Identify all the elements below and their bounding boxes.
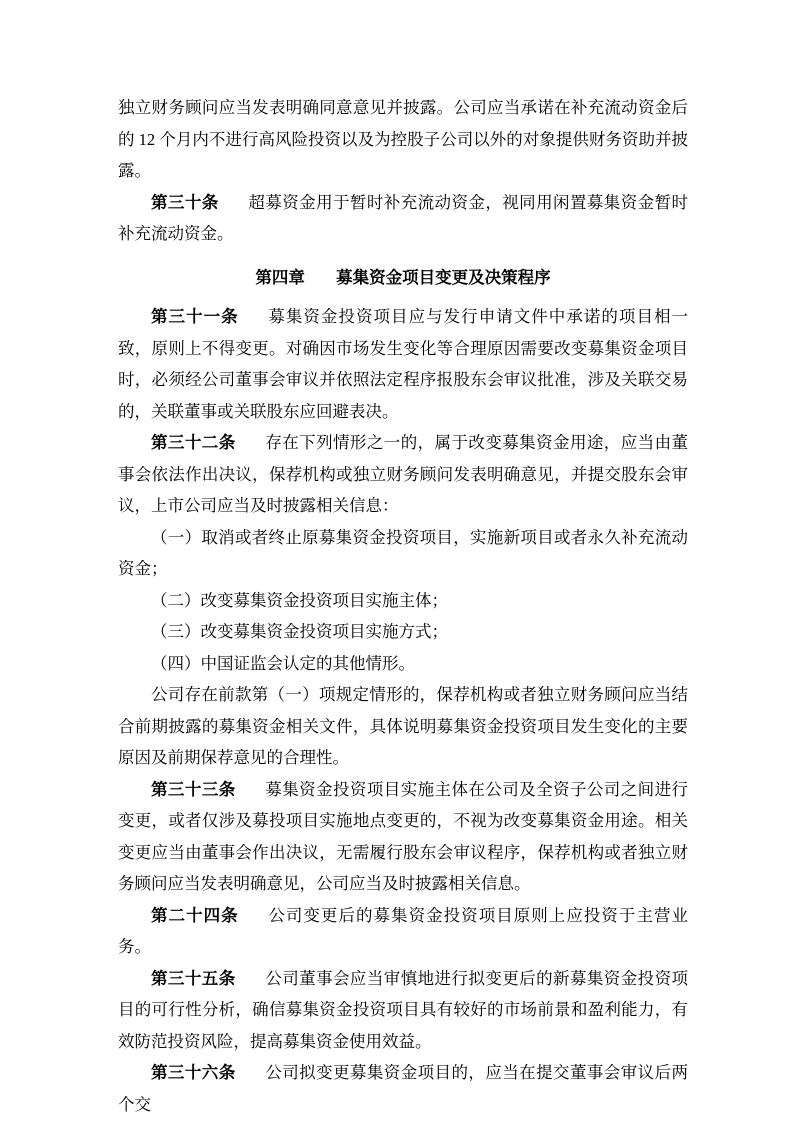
paragraph-article-35: [118, 963, 688, 1058]
article-36-text: 公司拟变更募集资金项目的，应当在提交董事会审议后两个交: [118, 1063, 689, 1114]
article-31-number: 第三十一条: [151, 307, 239, 326]
article-35-number: 第三十五条: [151, 968, 236, 988]
article-30-text: 超募资金用于暂时补充流动资金，视同用闲置募集资金暂时补充流动资金。: [118, 192, 689, 243]
paragraph-article-32-closing: 公司存在前款第（一）项规定情形的，保荐机构或者独立财务顾问应当结合前期披露的募集资金相关文件，具体说明募集资金投资项目发生变化的主要原因及前期保荐意见的合理性。: [118, 685, 688, 767]
chapter-4-title: 募集资金项目变更及决策程序: [336, 267, 551, 287]
article-33-text: 募集资金投资项目实施主体在公司及全资子公司之间进行变更，或者仅涉及募投项目实施地点变更的，不视为改变募集资金用途。相关变更应当由董事会作出决议，无需履行股东会审议程序，保荐机构或者独立财务顾问应当发表明确意见，公司应当及时披露相关信息。: [118, 779, 689, 893]
paragraph-article-31: [118, 301, 688, 427]
paragraph-continuation: 独立财务顾问应当发表明确同意意见并披露。公司应当承诺在补充流动资金后的 12 个月内不进行高风险投资以及为控股子公司以外的对象提供财务资助并披露。: [118, 98, 688, 180]
article-24-number: 第二十四条: [151, 905, 239, 925]
chapter-4-heading: [118, 262, 688, 294]
article-35-text: 公司董事会应当审慎地进行拟变更后的新募集资金投资项目的可行性分析，确信募集资金投资项目具有较好的市场前景和盈利能力，有效防范投资风险，提高募集资金使用效益。: [118, 968, 689, 1051]
article-31-text: 募集资金投资项目应与发行申请文件中承诺的项目相一致，原则上不得变更。对确因市场发生变化等合理原因需要改变募集资金项目时，必须经公司董事会审议并依照法定程序报股东会审议批准，涉及关联交易的，关联董事或关联股东应回避表决。: [118, 307, 689, 421]
paragraph-article-33: [118, 774, 688, 900]
article-32-text: 存在下列情形之一的，属于改变募集资金用途，应当由董事会依法作出决议，保荐机构或独立财务顾问发表明确意见，并提交股东会审议，上市公司应当及时披露相关信息：: [118, 433, 689, 515]
article-36-number: 第三十六条: [151, 1063, 236, 1082]
article-24-text: 公司变更后的募集资金投资项目原则上应投资于主营业务。: [118, 905, 689, 956]
paragraph-article-30: [118, 187, 688, 250]
paragraph-article-32-item-2: （二）改变募集资金投资项目实施主体；: [151, 590, 448, 610]
article-30-number: 第三十条: [151, 192, 219, 212]
article-33-number: 第三十三条: [151, 779, 236, 799]
paragraph-article-32: [118, 427, 688, 522]
article-32-number: 第三十二条: [151, 433, 236, 452]
chapter-4-number: 第四章: [255, 267, 305, 287]
paragraph-article-36: [118, 1057, 688, 1120]
paragraph-article-32-item-3: （三）改变募集资金投资项目实施方式；: [151, 622, 448, 641]
paragraph-article-24: [118, 900, 688, 963]
paragraph-article-32-item-4: （四）中国证监会认定的其他情形。: [151, 653, 415, 673]
paragraph-article-32-item-1: （一）取消或者终止原募集资金投资项目，实施新项目或者永久补充流动资金；: [118, 527, 688, 578]
page-content: [118, 92, 688, 1120]
